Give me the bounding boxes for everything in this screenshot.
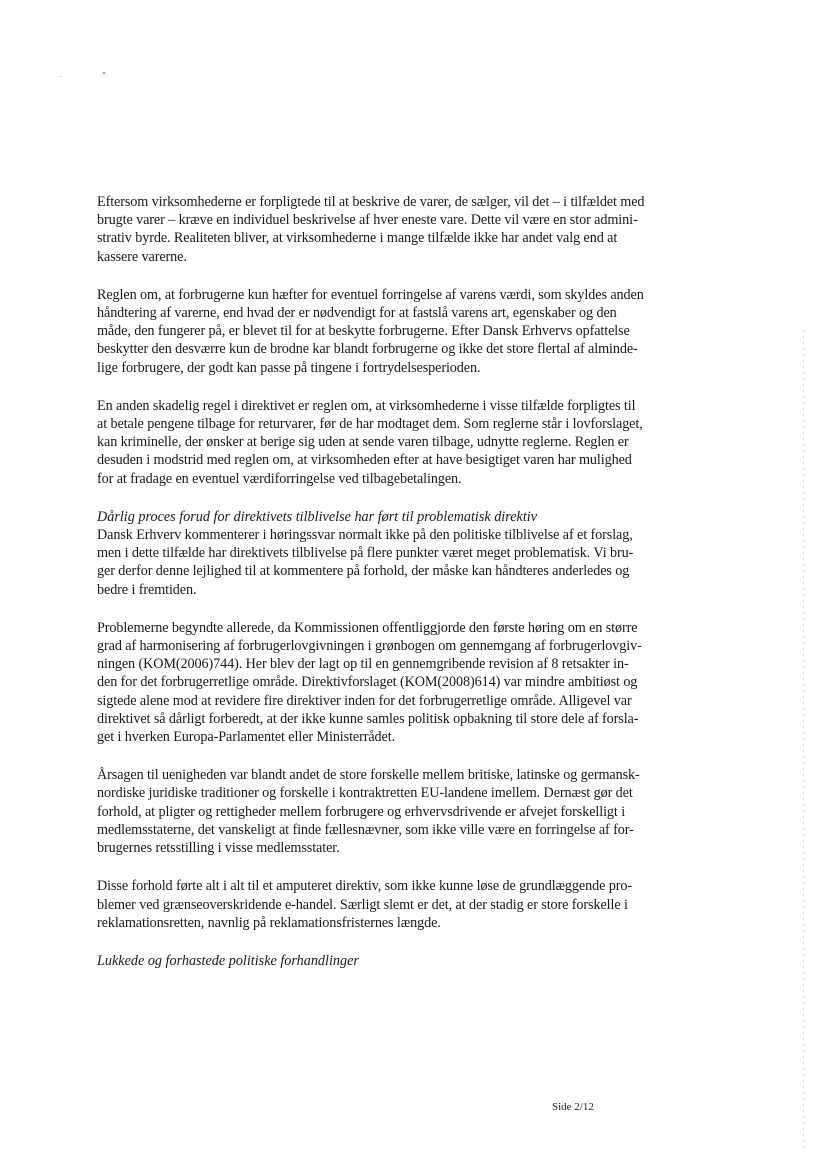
paragraph: En anden skadelig regel i direktivet er reglen om, at virksomhederne i visse tilfælde forpligtes til at betale pengene tilbage for returvarer, før de har modtaget dem. Som reglerne står i lovforslaget, kan kriminelle, der ønsker at berige sig uden at sende varen tilbage, udnytte reglerne. Reglen er desuden i modstrid med reglen om, at virksomheden efter at have besigtiget varen har mulighed for at fradage en eventuel værdiforringelse ved tilbagebetalingen. [97,397,643,487]
paragraph: Disse forhold førte alt i alt til et amputeret direktiv, som ikke kunne løse de grundlæggende pro- blemer ved grænseoverskridende e-handel. Særligt slemt er det, at der stadig er store forskelle i reklamationsretten, navnlig på reklamationsfristernes længde. [97,878,632,931]
paragraph: Dansk Erhverv kommenterer i høringssvar normalt ikke på den politiske tilblivelse af et forslag, men i dette tilfælde har direktivets tilblivelse på flere punkter været meget problematisk. Vi bru- ger derfor denne lejlighed til at kommentere på forhold, der måske kan håndteres anderledes og bedre i fremtiden. [97,527,634,598]
scan-speck [60,76,61,77]
page-number: Side 2/12 [552,1101,594,1113]
scan-speck [103,72,105,74]
document-body [97,193,719,970]
scan-edge-artifact [803,330,804,1150]
paragraph: Problemerne begyndte allerede, da Kommissionen offentliggjorde den første høring om en større grad af harmonisering af forbrugerlovgivningen i grønbogen om gennemgang af forbrugerlovgiv- ningen (KOM(2006)744). Her blev der lagt op til en gennemgribende revision af 8 retsakter in- den for det forbrugerretlige område. Direktivforslaget (KOM(2008)614) var mindre ambitiøst og sigtede alene mod at revidere fire direktiver inden for det forbrugerretlige område. Alligevel var direktivet så dårligt forberedt, at der ikke kunne samles politisk opbakning til store dele af forsla- get i hverken Europa-Parlamentet eller Ministerrådet. [97,619,642,746]
paragraph: Eftersom virksomhederne er forpligtede til at beskrive de varer, de sælger, vil det – i tilfældet med brugte varer – kræve en individuel beskrivelse af hver eneste vare. Dette vil være en stor admini- strativ byrde. Realiteten bliver, at virksomhederne i mange tilfælde ikke har andet valg end at kassere varerne. [97,194,645,265]
paragraph: Årsagen til uenigheden var blandt andet de store forskelle mellem britiske, latinske og germansk- nordiske juridiske traditioner og forskelle i kontraktretten EU-landene imellem. Dernæst gør det forhold, at pligter og rettigheder mellem forbrugere og erhvervsdrivende er afvejet forskelligt i medlemsstaterne, det vanskeligt at finde fællesnævner, som ikke ville være en forringelse af for- brugernes retsstilling i visse medlemsstater. [97,767,640,857]
section-heading: Dårlig proces forud for direktivets tilblivelse har ført til problematisk direktiv [97,508,538,525]
section-heading: Lukkede og forhastede politiske forhandlinger [97,952,359,969]
paragraph: Reglen om, at forbrugerne kun hæfter for eventuel forringelse af varens værdi, som skyldes anden håndtering af varerne, end hvad der er nødvendigt for at fastslå varens art, egenskaber og den måde, den fungerer på, er blevet til for at beskytte forbrugerne. Efter Dansk Erhvervs opfattelse beskytter den desværre kun de brodne kar blandt forbrugerne og ikke det store flertal af alminde- lige forbrugere, der godt kan passe på tingene i fortrydelsesperioden. [97,286,644,376]
